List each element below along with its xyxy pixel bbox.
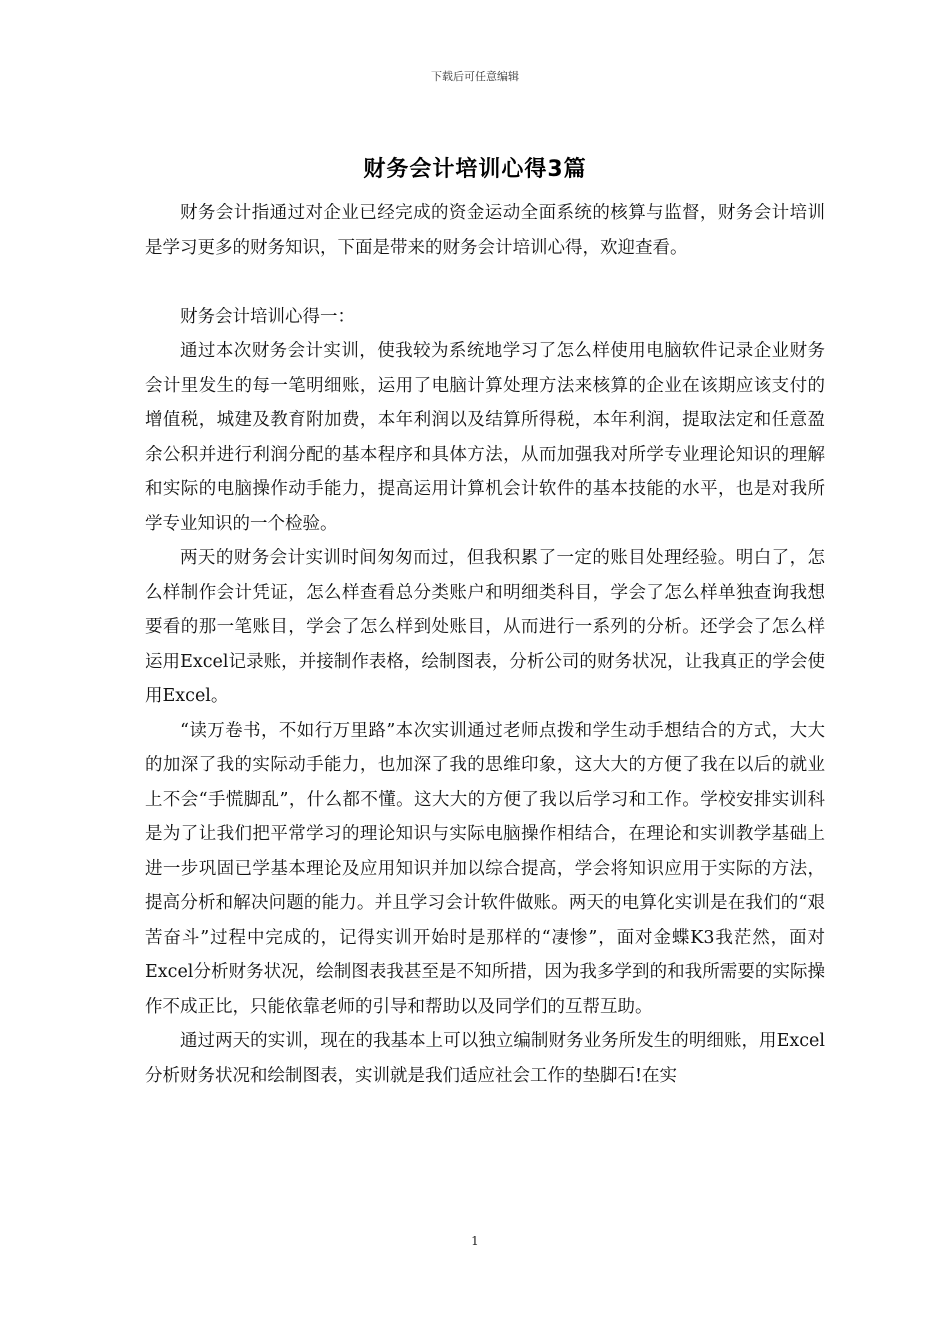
intro-paragraph: 财务会计指通过对企业已经完成的资金运动全面系统的核算与监督，财务会计培训是学习更多的财务知识，下面是带来的财务会计培训心得，欢迎查看。: [145, 203, 825, 258]
paragraph-2: 两天的财务会计实训时间匆匆而过，但我积累了一定的账目处理经验。明白了，怎么样制作会计凭证，怎么样查看总分类账户和明细类科目，学会了怎么样单独查询我想要看的那一笔账目，学会了怎么样到处账目，从而进行一系列的分析。还学会了怎么样运用Excel记录账，并接制作表格，绘制图表，分析公司的财务状况，让我真正的学会使用Excel。: [145, 548, 825, 706]
paragraph-4: 通过两天的实训，现在的我基本上可以独立编制财务业务所发生的明细账，用Excel分析财务状况和绘制图表，实训就是我们适应社会工作的垫脚石!在实: [145, 1031, 825, 1086]
page-number: 1: [471, 1234, 479, 1248]
document-title: 财务会计培训心得3篇: [363, 157, 587, 182]
paragraph-1: 通过本次财务会计实训，使我较为系统地学习了怎么样使用电脑软件记录企业财务会计里发生的每一笔明细账，运用了电脑计算处理方法来核算的企业在该期应该支付的增值税，城建及教育附加费，本年利润以及结算所得税，本年利润，提取法定和任意盈余公积并进行利润分配的基本程序和具体方法，从而加强我对所学专业理论知识的理解和实际的电脑操作动手能力，提高运用计算机会计软件的基本技能的水平，也是对我所学专业知识的一个检验。: [145, 341, 825, 534]
page-header-note: 下载后可任意编辑: [431, 70, 519, 83]
paragraph-3: “读万卷书，不如行万里路”本次实训通过老师点拨和学生动手想结合的方式，大大的加深了我的实际动手能力，也加深了我的思维印象，这大大的方便了我在以后的就业上不会“手慌脚乱”，什么都不懂。这大大的方便了我以后学习和工作。学校安排实训科是为了让我们把平常学习的理论知识与实际电脑操作相结合，在理论和实训教学基础上进一步巩固已学基本理论及应用知识并加以综合提高，学会将知识应用于实际的方法，提高分析和解决问题的能力。并且学习会计软件做账。两天的电算化实训是在我们的“艰苦奋斗”过程中完成的，记得实训开始时是那样的“凄惨”，面对金蝶K3我茫然，面对Excel分析财务状况，绘制图表我甚至是不知所措，因为我多学到的和我所需要的实际操作不成正比，只能依靠老师的引导和帮助以及同学们的互帮互助。: [145, 720, 825, 1017]
document-body: [145, 196, 825, 1093]
section-heading: 财务会计培训心得一：: [180, 306, 355, 327]
